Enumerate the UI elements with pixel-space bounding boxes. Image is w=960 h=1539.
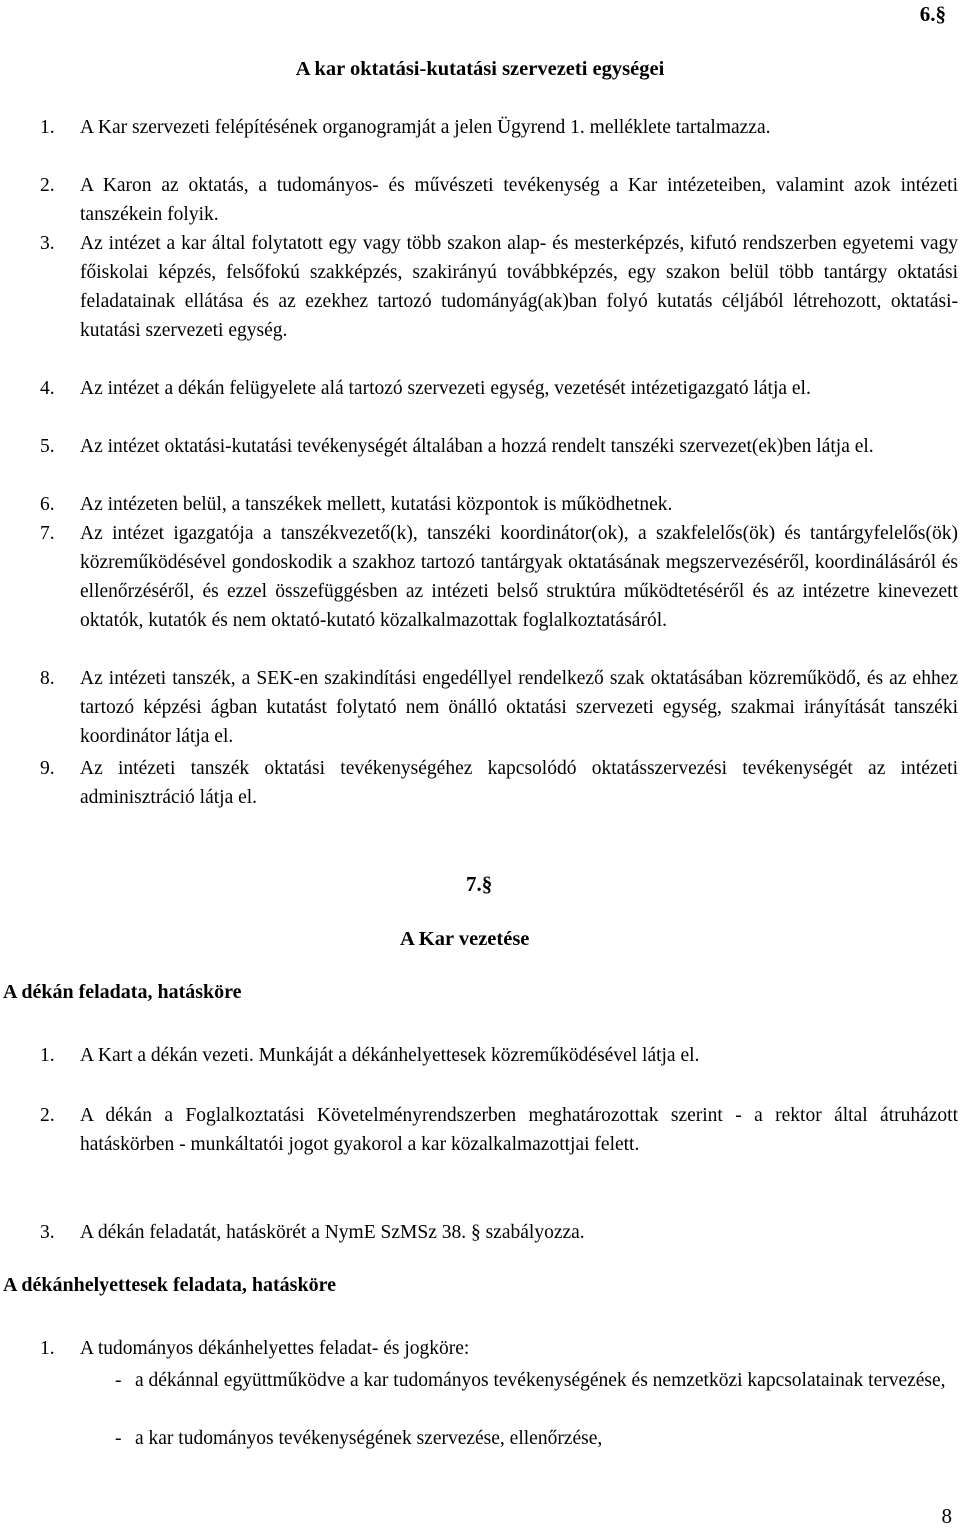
list-item (40, 1218, 958, 1247)
item-text: A Kar szervezeti felépítésének organogramját a jelen Ügyrend 1. melléklete tartalmazza. (80, 117, 771, 138)
item-text: Az intézet a dékán felügyelete alá tartozó szervezeti egység, vezetését intézetigazgató látja el. (80, 378, 811, 399)
item-number: 4. (40, 378, 55, 399)
list-item (40, 1101, 958, 1159)
item-text: A tudományos dékánhelyettes feladat- és jogköre: (80, 1338, 470, 1359)
item-text: Az intézeti tanszék, a SEK-en szakindítási engedéllyel rendelkező szak oktatásában közreműködő, és az ehhez tartozó képzési ágban kutatást folytató nem önálló oktatási szervezeti egység, szakmai irányítását tanszéki koordinátor látja el. (80, 668, 958, 747)
section-7-number: 7.§ (466, 872, 493, 896)
sub-list-item (115, 1366, 958, 1395)
item-text: Az intézet a kar által folytatott egy vagy több szakon alap- és mesterképzés, kifutó rendszerben egyetemi vagy főiskolai képzés, felsőfokú szakképzés, szakirányú továbbképzés, egy szakon belül több tantárgy oktatási feladatainak ellátása és az ezekhez tartozó tudományág(ak)ban folyó kutatás céljából létrehozott, oktatási-kutatási szervezeti egység. (80, 233, 958, 341)
item-number: 2. (40, 175, 55, 196)
page-number: 8 (941, 1504, 952, 1528)
item-text: Az intézeti tanszék oktatási tevékenységéhez kapcsolódó oktatásszervezési tevékenységét az intézeti adminisztráció látja el. (80, 758, 958, 808)
dash-bullet: - (115, 1370, 122, 1391)
item-number: 1. (40, 1045, 55, 1066)
item-text: Az intézet oktatási-kutatási tevékenységét általában a hozzá rendelt tanszéki szervezet(ek)ben látja el. (80, 436, 874, 457)
list-item (40, 229, 958, 345)
list-item (40, 519, 958, 635)
list-item (40, 432, 958, 461)
list-item (40, 113, 958, 142)
item-number: 1. (40, 117, 55, 138)
dash-bullet: - (115, 1428, 122, 1449)
item-number: 6. (40, 494, 55, 515)
list-item (40, 171, 958, 229)
dean-duties-heading: A dékán feladata, hatásköre (3, 981, 242, 1003)
item-text: A dékán feladatát, hatáskörét a NymE SzMSz 38. § szabályozza. (80, 1222, 585, 1243)
item-text: Az intézeten belül, a tanszékek mellett, kutatási központok is működhetnek. (80, 494, 673, 515)
list-item (40, 1041, 958, 1070)
section-6-title: A kar oktatási-kutatási szervezeti egységei (295, 58, 665, 80)
section-6-number: 6.§ (919, 2, 946, 26)
item-number: 1. (40, 1338, 55, 1359)
item-text: Az intézet igazgatója a tanszékvezető(k), tanszéki koordinátor(ok), a szakfelelős(ök) és tantárgyfelelős(ök) közreműködésével gondoskodik a szakhoz tartozó tantárgyak oktatásának megszervezéséről, koordinálásáról és ellenőrzéséről, és ezzel összefüggésben az intézeti belső struktúra működtetéséről és az intézetre kinevezett oktatók, kutatók és nem oktató-kutató közalkalmazottak foglalkoztatásáról. (80, 523, 958, 631)
list-item (40, 374, 958, 403)
item-text: A Karon az oktatás, a tudományos- és művészeti tevékenység a Kar intézeteiben, valamint azok intézeti tanszékein folyik. (80, 175, 958, 225)
sub-item-text: a kar tudományos tevékenységének szervezése, ellenőrzése, (135, 1428, 603, 1449)
item-number: 2. (40, 1105, 55, 1126)
item-number: 7. (40, 523, 55, 544)
list-item (40, 664, 958, 751)
section-7-title: A Kar vezetése (400, 928, 530, 950)
item-number: 5. (40, 436, 55, 457)
item-number: 9. (40, 758, 55, 779)
vice-dean-duties-heading: A dékánhelyettesek feladata, hatásköre (3, 1274, 336, 1296)
list-item (40, 1334, 958, 1363)
sub-list-item (115, 1424, 958, 1453)
item-text: A Kart a dékán vezeti. Munkáját a dékánhelyettesek közreműködésével látja el. (80, 1045, 700, 1066)
item-number: 3. (40, 1222, 55, 1243)
item-number: 3. (40, 233, 55, 254)
item-text: A dékán a Foglalkoztatási Követelményrendszerben meghatározottak szerint - a rektor által átruházott hatáskörben - munkáltatói jogot gyakorol a kar közalkalmazottjai felett. (80, 1105, 958, 1155)
list-item (40, 490, 958, 519)
sub-item-text: a dékánnal együttműködve a kar tudományos tevékenységének és nemzetközi kapcsolatainak tervezése, (135, 1370, 946, 1391)
list-item (40, 754, 958, 812)
item-number: 8. (40, 668, 55, 689)
